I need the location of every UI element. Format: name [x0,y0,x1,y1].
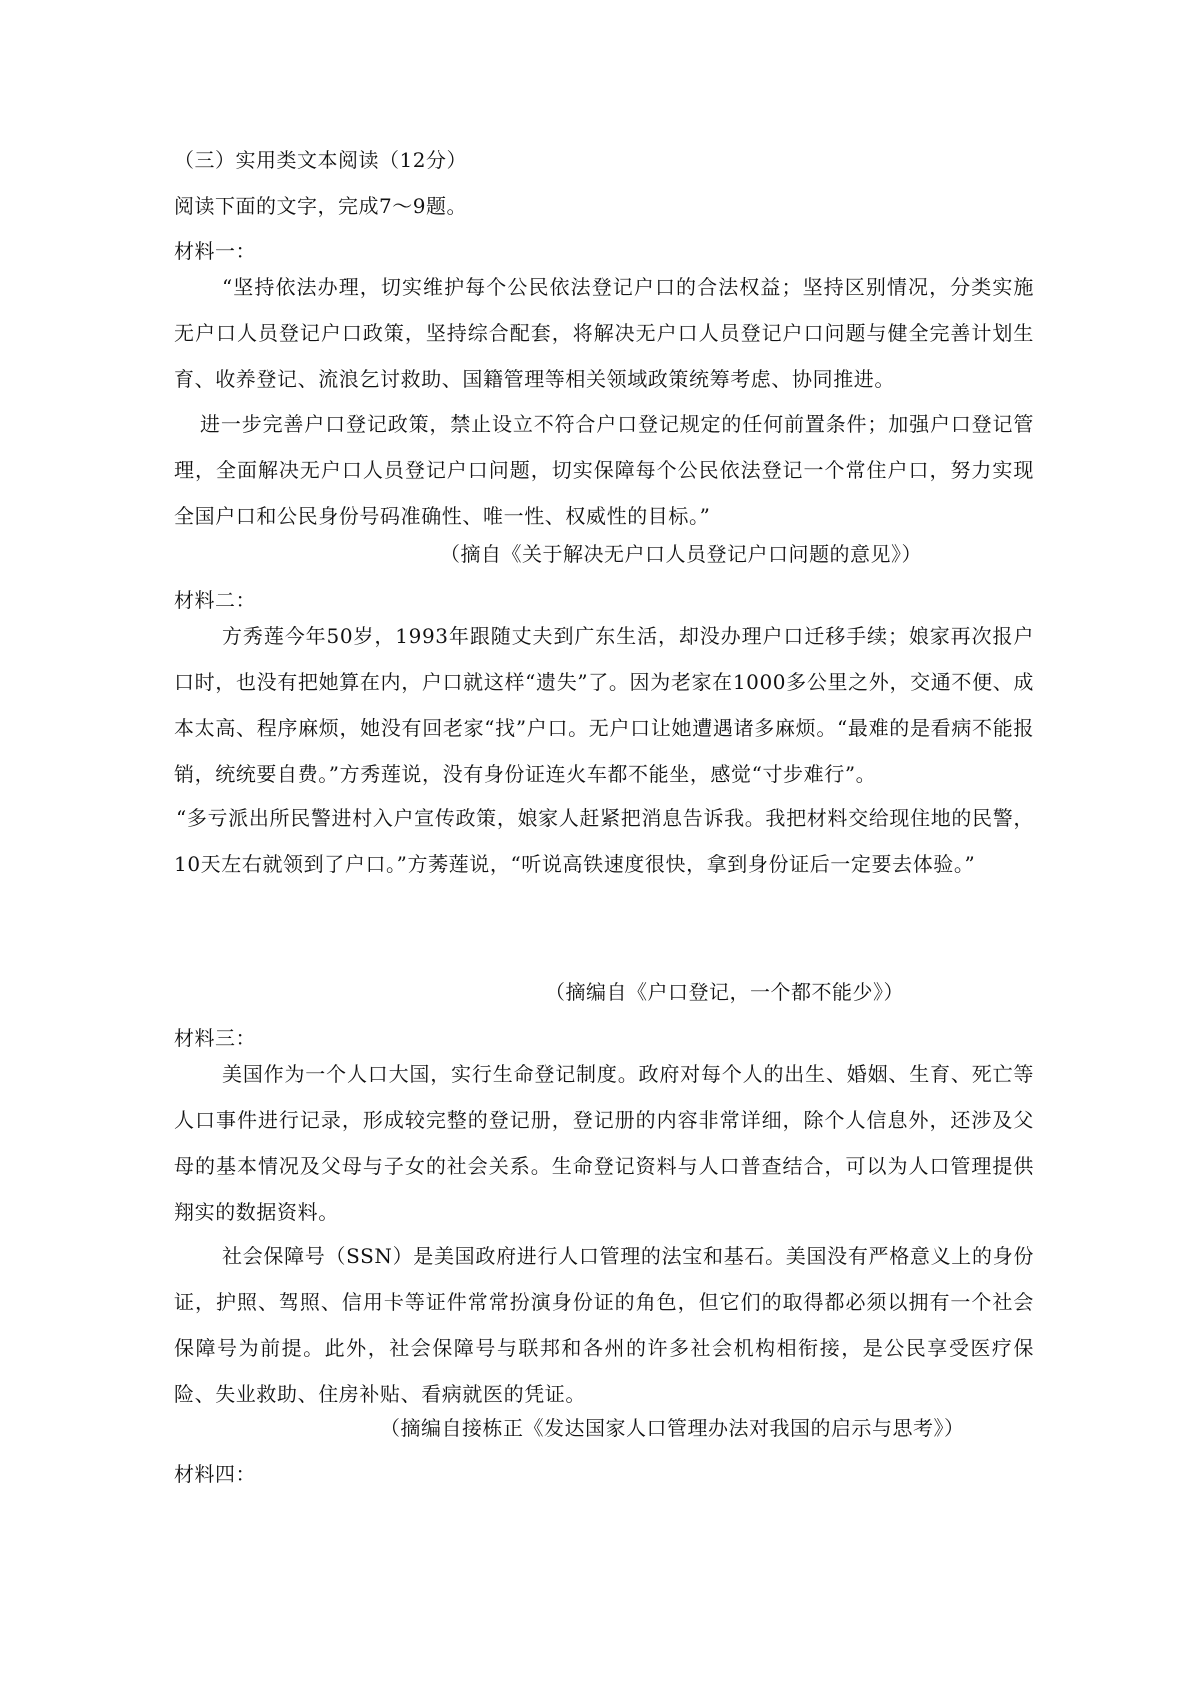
material-1-paragraph-1: “坚持依法办理，切实维护每个公民依法登记户口的合法权益；坚持区别情况，分类实施无户口人员登记户口政策，坚持综合配套，将解决无户口人员登记户口问题与健全完善计划生育、收养登记、流浪乞讨救助、国籍管理等相关领域政策统筹考虑、协同推进。 [174,275,1034,391]
material-4-label: 材料四： [174,1462,256,1486]
material-2-label: 材料二： [174,588,256,612]
material-1-source: （摘自《关于解决无户口人员登记户口问题的意见》） [440,542,922,566]
material-2-paragraph-2: “多亏派出所民警进村入户宣传政策，娘家人赶紧把消息告诉我。我把材料交给现住地的民警，10天左右就领到了户口。”方莠莲说，“听说高铁速度很快，拿到身份证后一定要去体验。” [174,806,1034,876]
material-3-paragraph-1: 美国作为一个人口大国，实行生命登记制度。政府对每个人的出生、婚姻、生育、死亡等人口事件进行记录，形成较完整的登记册，登记册的内容非常详细，除个人信息外，还涉及父母的基本情况及父母与子女的社会关系。生命登记资料与人口普查结合，可以为人口管理提供翔实的数据资料。 [174,1062,1034,1224]
material-1-paragraph-2: 进一步完善户口登记政策，禁止设立不符合户口登记规定的任何前置条件；加强户口登记管理，全面解决无户口人员登记户口问题，切实保障每个公民依法登记一个常住户口，努力实现全国户口和公民身份号码准确性、唯一性、权威性的目标。” [174,412,1034,528]
material-2-paragraph-1: 方秀莲今年50岁，1993年跟随丈夫到广东生活，却没办理户口迁移手续；娘家再次报户口时，也没有把她算在内，户口就这样“遗失”了。因为老家在1000多公里之外，交通不便、成本太高、程序麻烦，她没有回老家“找”户口。无户口让她遭遇诸多麻烦。“最难的是看病不能报销，统统要自费。”方秀莲说，没有身份证连火车都不能坐，感觉“寸步难行”。 [174,624,1034,786]
material-3-paragraph-2: 社会保障号（SSN）是美国政府进行人口管理的法宝和基石。美国没有严格意义上的身份证，护照、驾照、信用卡等证件常常扮演身份证的角色，但它们的取得都必须以拥有一个社会保障号为前提。此外，社会保障号与联邦和各州的许多社会机构相衔接，是公民享受医疗保险、失业救助、住房补贴、看病就医的凭证。 [174,1244,1034,1406]
material-3-source: （摘编自接栋正《发达国家人口管理办法对我国的启示与思考》） [380,1416,965,1440]
instruction-text: 阅读下面的文字，完成7～9题。 [174,194,467,218]
section-heading: （三）实用类文本阅读（12分） [174,148,467,172]
material-3-label: 材料三： [174,1026,256,1050]
material-1-label: 材料一： [174,239,256,263]
material-2-source: （摘编自《户口登记，一个都不能少》） [545,980,904,1004]
